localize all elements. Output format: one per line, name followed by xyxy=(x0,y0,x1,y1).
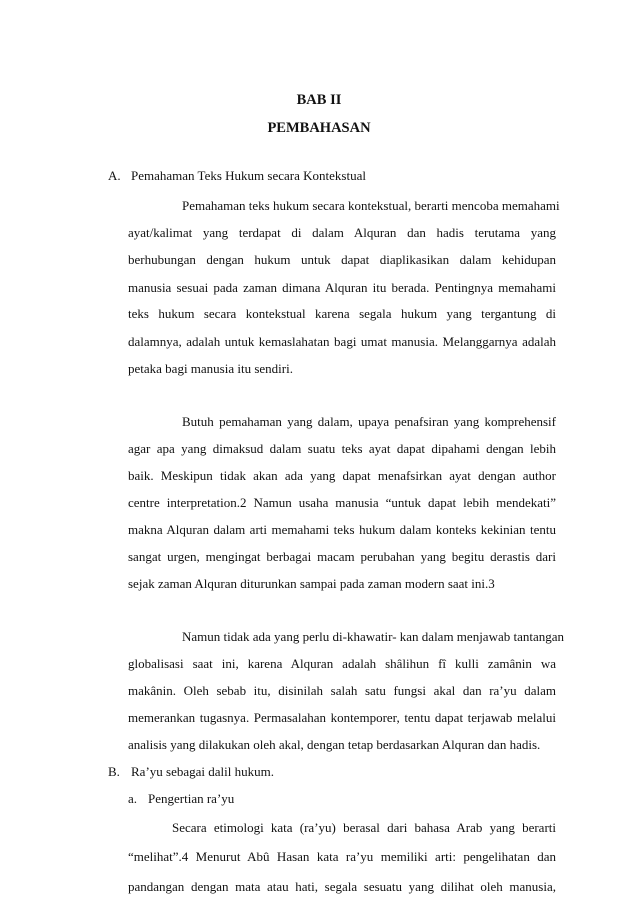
paragraph-line: petaka bagi manusia itu sendiri. xyxy=(128,361,293,376)
paragraph-line: Pemahaman teks hukum secara kontekstual, berarti mencoba memahami xyxy=(182,198,560,213)
paragraph-line: Secara etimologi kata (ra’yu) berasal dari bahasa Arab yang berarti xyxy=(172,820,556,835)
paragraph-line: agar apa yang dimaksud dalam suatu teks ayat dapat dipahami dengan lebih xyxy=(128,441,556,456)
paragraph-line: sejak zaman Alquran diturunkan sampai pada zaman modern saat ini.3 xyxy=(128,576,495,591)
paragraph-line: globalisasi saat ini, karena Alquran adalah shâlihun fî kulli zamânin wa xyxy=(128,656,556,671)
paragraph-line: berhubungan dengan hukum untuk dapat diaplikasikan dalam kehidupan xyxy=(128,252,556,267)
paragraph-line: “melihat”.4 Menurut Abû Hasan kata ra’yu memiliki arti: pengelihatan dan xyxy=(128,849,556,864)
paragraph-line: Namun tidak ada yang perlu di-khawatir- kan dalam menjawab tantangan xyxy=(182,629,565,644)
paragraph-line: teks hukum secara kontekstual karena segala hukum yang tergantung di xyxy=(128,306,556,321)
paragraph-line: ayat/kalimat yang terdapat di dalam Alquran dan hadis terutama yang xyxy=(128,225,556,240)
section-b-marker: B. xyxy=(108,764,120,779)
paragraph-line: makânin. Oleh sebab itu, disinilah salah satu fungsi akal dan ra’yu dalam xyxy=(128,683,556,698)
paragraph-line: pandangan dengan mata atau hati, segala sesuatu yang dilihat oleh manusia, xyxy=(128,879,556,894)
paragraph-line: baik. Meskipun tidak akan ada yang dapat menafsirkan ayat dengan author xyxy=(128,468,556,483)
section-b-title: Ra’yu sebagai dalil hukum. xyxy=(131,764,274,779)
section-a-title: Pemahaman Teks Hukum secara Kontekstual xyxy=(131,168,366,183)
paragraph-line: makna Alquran dalam arti memahami teks hukum dalam konteks kekinian tentu xyxy=(128,522,556,537)
paragraph-line: analisis yang dilakukan oleh akal, dengan tetap berdasarkan Alquran dan hadis. xyxy=(128,737,541,752)
paragraph-line: centre interpretation.2 Namun usaha manusia “untuk dapat lebih mendekati” xyxy=(128,495,556,510)
subsection-a-title: Pengertian ra’yu xyxy=(148,791,235,806)
chapter-number: BAB II xyxy=(296,92,342,108)
paragraph-line: dalamnya, adalah untuk kemaslahatan bagi umat manusia. Melanggarnya adalah xyxy=(128,334,556,349)
paragraph-line: Butuh pemahaman yang dalam, upaya penafsiran yang komprehensif xyxy=(182,414,556,429)
paragraph-line: manusia sesuai pada zaman dimana Alquran itu berada. Pentingnya memahami xyxy=(128,280,556,295)
chapter-title: PEMBAHASAN xyxy=(267,120,371,136)
paragraph-line: memerankan tugasnya. Permasalahan kontemporer, tentu dapat terjawab melalui xyxy=(128,710,556,725)
section-a-marker: A. xyxy=(108,168,121,183)
subsection-a-marker: a. xyxy=(128,791,138,806)
paragraph-line: sangat urgen, mengingat berbagai macam perubahan yang begitu derastis dari xyxy=(128,549,556,564)
